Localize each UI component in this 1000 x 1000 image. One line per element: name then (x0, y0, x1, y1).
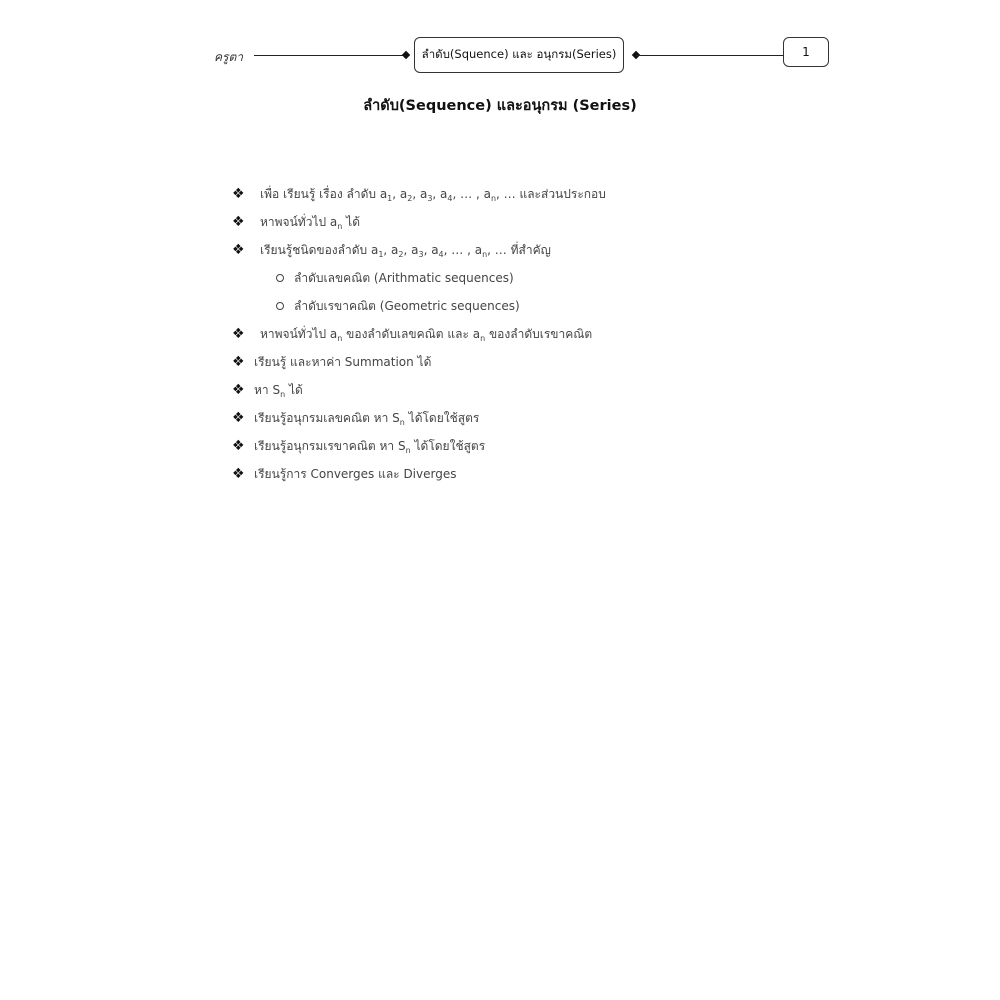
sub-list-item (232, 292, 792, 320)
hollow-circle-icon (276, 274, 284, 282)
sub-item-text: ลำดับเรขาคณิต (Geometric sequences) (294, 298, 520, 313)
item-text: เรียนรู้การ Converges และ Diverges (254, 466, 457, 481)
list-item (232, 320, 792, 348)
bullet-icon: ❖ (232, 438, 245, 454)
list-item (232, 376, 792, 404)
bullet-icon: ❖ (232, 354, 245, 370)
objectives-list (232, 180, 792, 488)
hollow-circle-icon (276, 302, 284, 310)
bullet-icon: ❖ (232, 382, 245, 398)
item-text: เรียนรู้อนุกรมเรขาคณิต หา $S_n$ ได้โดยใช้สูตร (254, 438, 486, 455)
item-text: เรียนรู้ และหาค่า Summation ได้ (254, 354, 432, 369)
bullet-icon: ❖ (232, 242, 245, 258)
sub-list-item (232, 264, 792, 292)
list-item (232, 460, 792, 488)
page-number-box (783, 37, 829, 67)
page-number: 1 (802, 45, 810, 59)
document-title: ลำดับ(Sequence) และอนุกรม (Series) (363, 98, 637, 114)
item-text: เรียนรู้ชนิดของลำดับ $a_1$, $a_2$, $a_3$, $a_4$, … , $a_n$, … ที่สำคัญ (260, 242, 551, 259)
item-text: หาพจน์ทั่วไป $a_n$ ของลำดับเลขคณิต และ $a_n$ ของลำดับเรขาคณิต (260, 326, 593, 343)
diamond-left-icon (402, 51, 410, 59)
list-item (232, 236, 792, 264)
list-item (232, 432, 792, 460)
item-text: เรียนรู้อนุกรมเลขคณิต หา $S_n$ ได้โดยใช้สูตร (254, 410, 480, 427)
header-line-left (254, 55, 406, 56)
list-item (232, 180, 792, 208)
list-item (232, 348, 792, 376)
list-item (232, 208, 792, 236)
item-text: หา $S_n$ ได้ (254, 382, 303, 399)
chapter-label: ลำดับ(Squence) และ อนุกรม(Series) (421, 47, 617, 61)
bullet-icon: ❖ (232, 326, 245, 342)
item-text: หาพจน์ทั่วไป $a_n$ ได้ (260, 214, 360, 231)
author-name: ครูตา (214, 50, 244, 64)
header-line-right (636, 55, 783, 56)
bullet-icon: ❖ (232, 186, 245, 202)
bullet-icon: ❖ (232, 466, 245, 482)
list-item (232, 404, 792, 432)
chapter-label-box (414, 37, 624, 73)
bullet-icon: ❖ (232, 214, 245, 230)
bullet-icon: ❖ (232, 410, 245, 426)
sub-item-text: ลำดับเลขคณิต (Arithmatic sequences) (294, 270, 514, 285)
item-text: เพื่อ เรียนรู้ เรื่อง ลำดับ $a_1$, $a_2$, $a_3$, $a_4$, … , $a_n$, … และส่วนประกอบ (260, 186, 606, 203)
